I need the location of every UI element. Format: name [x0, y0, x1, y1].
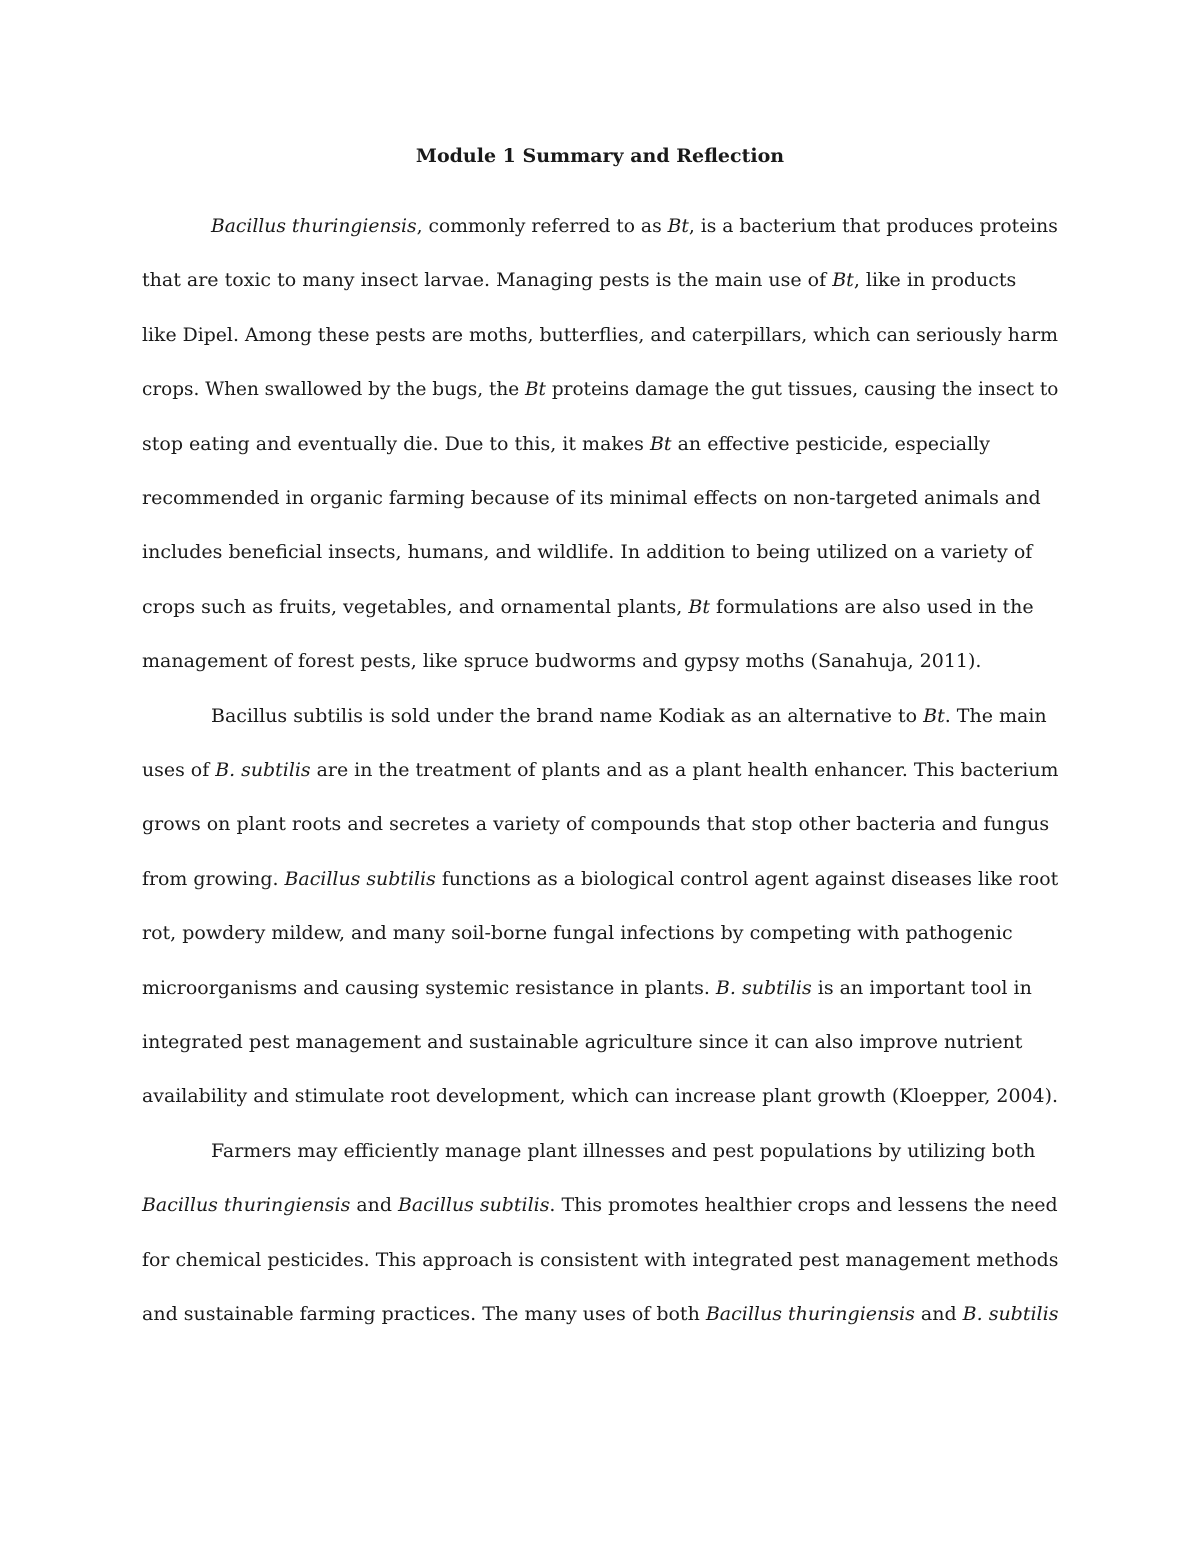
text-line: [142, 266, 1016, 294]
text-line: [142, 974, 1032, 1002]
italic-text: Bt: [649, 433, 672, 455]
text-line: [142, 865, 1058, 893]
text-segment: an effective pesticide, especially: [671, 433, 990, 455]
text-segment: crops such as fruits, vegetables, and ornamental plants,: [142, 596, 689, 618]
text-segment: and: [350, 1194, 398, 1216]
text-segment: and: [914, 1303, 963, 1325]
text-segment: . The main: [944, 705, 1047, 727]
text-segment: rot, powdery mildew, and many soil-borne fungal infections by competing with pathogenic: [142, 922, 1013, 944]
italic-text: Bt: [923, 705, 945, 727]
text-line: [142, 647, 981, 675]
italic-text: Bt: [688, 596, 710, 618]
text-segment: formulations are also used in the: [710, 596, 1034, 618]
italic-text: B. subtilis: [962, 1303, 1059, 1325]
text-line: [142, 1082, 1058, 1110]
italic-text: B. subtilis: [215, 759, 311, 781]
text-line: [142, 919, 1013, 947]
text-segment: , like in products: [853, 269, 1017, 291]
text-segment: grows on plant roots and secretes a variety of compounds that stop other bacteria and fungus: [142, 813, 1050, 835]
text-segment: , is a bacterium that produces proteins: [688, 215, 1058, 237]
text-line: [142, 1246, 1058, 1274]
text-segment: stop eating and eventually die. Due to this, it makes: [142, 433, 650, 455]
text-segment: that are toxic to many insect larvae. Managing pests is the main use of: [142, 269, 833, 291]
italic-text: B. subtilis: [715, 977, 812, 999]
text-segment: Bacillus subtilis is sold under the brand name Kodiak as an alternative to: [211, 705, 924, 727]
text-segment: availability and stimulate root development, which can increase plant growth (Kloepper, 2004).: [142, 1085, 1058, 1107]
text-segment: integrated pest management and sustainable agriculture since it can also improve nutrient: [142, 1031, 1023, 1053]
text-segment: recommended in organic farming because of its minimal effects on non-targeted animals and: [142, 487, 1041, 509]
text-line: [142, 375, 1058, 403]
text-segment: are in the treatment of plants and as a plant health enhancer. This bacterium: [310, 759, 1059, 781]
text-segment: uses of: [142, 759, 216, 781]
text-segment: like Dipel. Among these pests are moths, butterflies, and caterpillars, which can seriously harm: [142, 324, 1058, 346]
text-line: [142, 593, 1034, 621]
italic-text: Bacillus subtilis: [284, 868, 436, 890]
text-segment: and sustainable farming practices. The many uses of both: [142, 1303, 706, 1325]
text-line: [142, 756, 1058, 784]
italic-text: Bacillus thuringiensis: [705, 1303, 915, 1325]
text-segment: includes beneficial insects, humans, and wildlife. In addition to being utilized on a variety of: [142, 541, 1033, 563]
text-line: [211, 1137, 1035, 1165]
text-segment: , commonly referred to as: [416, 215, 668, 237]
text-line: [211, 212, 1058, 240]
text-line: [142, 1300, 1058, 1328]
italic-text: Bt: [667, 215, 689, 237]
italic-text: Bacillus thuringiensis: [142, 1194, 351, 1216]
text-line: [211, 702, 1047, 730]
text-line: [142, 430, 990, 458]
text-line: [142, 810, 1049, 838]
text-line: [142, 1028, 1022, 1056]
text-segment: microorganisms and causing systemic resistance in plants.: [142, 977, 716, 999]
text-segment: Farmers may efficiently manage plant illnesses and pest populations by utilizing both: [211, 1140, 1036, 1162]
italic-text: Bt: [525, 378, 546, 400]
document-title: Module 1 Summary and Reflection: [415, 145, 785, 167]
text-line: [142, 1191, 1058, 1219]
text-segment: management of forest pests, like spruce budworms and gypsy moths (Sanahuja, 2011).: [142, 650, 982, 672]
text-segment: crops. When swallowed by the bugs, the: [142, 378, 526, 400]
italic-text: Bacillus subtilis: [397, 1194, 550, 1216]
italic-text: Bt: [832, 269, 854, 291]
text-segment: is an important tool in: [811, 977, 1032, 999]
text-segment: proteins damage the gut tissues, causing the insect to: [545, 378, 1059, 400]
text-line: [142, 321, 1058, 349]
text-line: [142, 484, 1041, 512]
text-segment: from growing.: [142, 868, 285, 890]
text-segment: for chemical pesticides. This approach is consistent with integrated pest management methods: [142, 1249, 1059, 1271]
text-segment: . This promotes healthier crops and lessens the need: [549, 1194, 1058, 1216]
italic-text: Bacillus thuringiensis: [211, 215, 417, 237]
text-line: [142, 538, 1032, 566]
text-segment: functions as a biological control agent against diseases like root: [435, 868, 1059, 890]
